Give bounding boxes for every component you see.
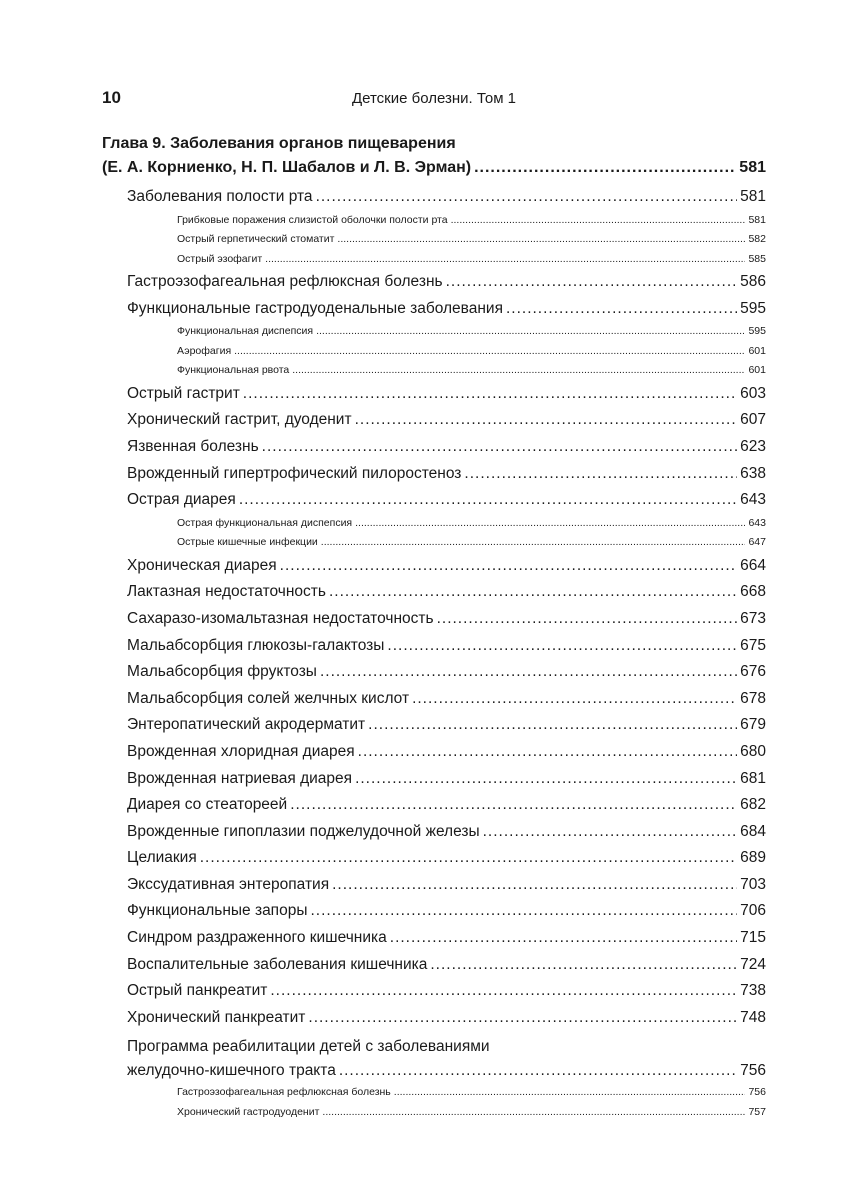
chapter-heading: [102, 132, 766, 180]
toc-section[interactable]: [102, 925, 766, 952]
rehab-page: 756: [740, 1062, 766, 1080]
dot-leader: [262, 434, 737, 461]
dot-leader: [412, 686, 737, 713]
dot-leader: [358, 739, 737, 766]
dot-leader: [368, 712, 737, 739]
dot-leader: [387, 633, 737, 660]
toc-entry-title: Лактазная недостаточность: [127, 583, 326, 601]
toc-section[interactable]: [102, 296, 766, 323]
toc-section[interactable]: [102, 739, 766, 766]
toc-entry-title: Воспалительные заболевания кишечника: [127, 955, 428, 973]
toc-section[interactable]: [102, 269, 766, 296]
chapter-authors-row: [102, 156, 766, 180]
rehab-title-row: [127, 1059, 766, 1083]
toc-subsection[interactable]: [102, 250, 766, 270]
toc-section[interactable]: [102, 407, 766, 434]
dot-leader: [322, 1103, 745, 1123]
dot-leader: [437, 606, 738, 633]
dot-leader: [292, 361, 745, 381]
dot-leader: [239, 487, 737, 514]
toc-section[interactable]: [102, 659, 766, 686]
toc-entry-title: Грибковые поражения слизистой оболочки полости рта: [177, 213, 448, 226]
dot-leader: [320, 659, 737, 686]
dot-leader: [430, 952, 737, 979]
page-number: 10: [102, 88, 121, 107]
toc-entry-title: Функциональная рвота: [177, 364, 290, 377]
toc-entry-title: Гастроэзофагеальная рефлюксная болезнь: [127, 273, 443, 291]
chapter-page: 581: [739, 159, 766, 176]
toc-entry-page: 668: [740, 583, 766, 601]
dot-leader: [464, 461, 737, 488]
toc-entry-page: 595: [740, 299, 766, 317]
toc-entry-page: 703: [740, 875, 766, 893]
toc-entry-page: 724: [740, 955, 766, 973]
toc-entry-page: 675: [740, 636, 766, 654]
toc-entry-title: Острый гастрит: [127, 384, 240, 402]
dot-leader: [316, 322, 745, 342]
toc-entry-title: Врожденный гипертрофический пилоростеноз: [127, 464, 462, 482]
toc-entry-title: Хроническая диарея: [127, 556, 277, 574]
toc-section[interactable]: [102, 553, 766, 580]
toc-entry-page: 643: [740, 491, 766, 509]
toc-subsection[interactable]: [102, 514, 766, 534]
toc-entry-title: Аэрофагия: [177, 344, 232, 357]
toc-entry-page: 738: [740, 982, 766, 1000]
dot-leader: [446, 269, 738, 296]
toc-section[interactable]: [102, 898, 766, 925]
toc-entry-page: 607: [740, 411, 766, 429]
rehab-title-line1: Программа реабилитации детей с заболеваниями: [127, 1038, 490, 1056]
toc-entry-title: Гастроэзофагеальная рефлюксная болезнь: [177, 1086, 391, 1099]
toc-section[interactable]: [102, 872, 766, 899]
toc-entry-title: Функциональные гастродуоденальные заболевания: [127, 299, 503, 317]
toc-section[interactable]: [102, 819, 766, 846]
toc-subsection[interactable]: [102, 1103, 766, 1123]
toc-entry-page: 582: [748, 233, 766, 246]
table-of-contents: [102, 132, 766, 1122]
toc-section[interactable]: [102, 686, 766, 713]
dot-leader: [243, 381, 737, 408]
toc-section[interactable]: [102, 606, 766, 633]
toc-entry-title: Хронический гастродуоденит: [177, 1105, 320, 1118]
toc-subsection[interactable]: [102, 533, 766, 553]
toc-section[interactable]: [102, 461, 766, 488]
toc-entry-page: 715: [740, 929, 766, 947]
toc-entry-page: 678: [740, 689, 766, 707]
toc-entry-title: Острый панкреатит: [127, 982, 268, 1000]
toc-entry-title: Мальабсорбция солей желчных кислот: [127, 689, 410, 707]
dot-leader: [332, 872, 737, 899]
dot-leader: [265, 250, 745, 270]
toc-subsection[interactable]: [102, 1083, 766, 1103]
toc-section[interactable]: [102, 184, 766, 211]
toc-entry-page: 581: [748, 213, 766, 226]
toc-section[interactable]: [102, 381, 766, 408]
toc-entry-page: 585: [748, 252, 766, 265]
toc-entry-page: 748: [740, 1008, 766, 1026]
toc-entry-page: 586: [740, 273, 766, 291]
toc-entry-title: Функциональные запоры: [127, 902, 308, 920]
dot-leader: [337, 230, 745, 250]
toc-entry-page: 664: [740, 556, 766, 574]
dot-leader: [234, 342, 745, 362]
toc-entry-page: 647: [748, 536, 766, 549]
toc-entry-title: Мальабсорбция фруктозы: [127, 663, 317, 681]
toc-entry-title: Хронический панкреатит: [127, 1008, 306, 1026]
toc-section[interactable]: [102, 952, 766, 979]
toc-section[interactable]: [102, 487, 766, 514]
toc-entry-title: Экссудативная энтеропатия: [127, 875, 330, 893]
dot-leader: [321, 533, 746, 553]
toc-entry-page: 676: [740, 663, 766, 681]
chapter-authors: (Е. А. Корниенко, Н. П. Шабалов и Л. В. Эрман): [102, 159, 472, 176]
dot-leader: [451, 211, 746, 231]
toc-section[interactable]: [102, 1005, 766, 1032]
toc-entry-page: 706: [740, 902, 766, 920]
toc-entry-page: 581: [740, 188, 766, 205]
toc-section[interactable]: [102, 633, 766, 660]
toc-entry-page: 680: [740, 742, 766, 760]
dot-leader: [506, 296, 737, 323]
rehab-entry: [102, 1035, 766, 1083]
toc-section[interactable]: [102, 434, 766, 461]
toc-entry-title: Острый эзофагит: [177, 252, 263, 265]
dot-leader: [394, 1083, 746, 1103]
toc-section[interactable]: [102, 978, 766, 1005]
dot-leader: [308, 1005, 737, 1032]
dot-leader: [339, 1059, 737, 1083]
toc-subsection[interactable]: [102, 322, 766, 342]
toc-entry-title: Целиакия: [127, 849, 197, 867]
toc-section[interactable]: [102, 712, 766, 739]
dot-leader: [270, 978, 737, 1005]
toc-entry-title: Мальабсорбция глюкозы-галактозы: [127, 636, 385, 654]
toc-entry-title: Острые кишечные инфекции: [177, 536, 318, 549]
running-title: Детские болезни. Том 1: [351, 90, 517, 107]
toc-entry-page: 595: [748, 325, 766, 338]
toc-entry-page: 643: [748, 516, 766, 529]
toc-entry-title: Острая диарея: [127, 491, 236, 509]
toc-section[interactable]: [102, 766, 766, 793]
dot-leader: [474, 156, 736, 180]
toc-entry-page: 684: [740, 822, 766, 840]
toc-subsection[interactable]: [102, 361, 766, 381]
toc-entry-title: Диарея со стеатореей: [127, 796, 288, 814]
toc-entry-page: 603: [740, 384, 766, 402]
dot-leader: [355, 514, 745, 534]
dot-leader: [316, 184, 738, 211]
toc-subsection[interactable]: [102, 342, 766, 362]
toc-entry-title: Энтеропатический акродерматит: [127, 716, 366, 734]
toc-entry-page: 673: [740, 609, 766, 627]
dot-leader: [280, 553, 737, 580]
dot-leader: [355, 407, 738, 434]
toc-entry-page: 601: [748, 344, 766, 357]
toc-entry-page: 689: [740, 849, 766, 867]
dot-leader: [355, 766, 737, 793]
toc-entries: [102, 184, 766, 1031]
dot-leader: [310, 898, 737, 925]
toc-entry-page: 682: [740, 796, 766, 814]
toc-entry-page: 681: [740, 769, 766, 787]
toc-entry-page: 601: [748, 364, 766, 377]
toc-entry-title: Заболевания полости рта: [127, 188, 313, 205]
toc-entry-page: 638: [740, 464, 766, 482]
toc-entry-title: Сахаразо-изомальтазная недостаточность: [127, 609, 434, 627]
page-header: [102, 88, 766, 112]
toc-entry-page: 623: [740, 437, 766, 455]
toc-entry-page: 756: [748, 1086, 766, 1099]
toc-entry-title: Врожденная натриевая диарея: [127, 769, 353, 787]
toc-entry-title: Синдром раздраженного кишечника: [127, 929, 387, 947]
toc-subsection[interactable]: [102, 211, 766, 231]
rehab-subentries: [102, 1083, 766, 1122]
toc-section[interactable]: [102, 845, 766, 872]
toc-entry-title: Хронический гастрит, дуоденит: [127, 411, 352, 429]
toc-section[interactable]: [102, 579, 766, 606]
dot-leader: [200, 845, 737, 872]
toc-section[interactable]: [102, 792, 766, 819]
toc-entry-page: 679: [740, 716, 766, 734]
toc-entry-title: Острый герпетический стоматит: [177, 233, 335, 246]
toc-entry-title: Язвенная болезнь: [127, 437, 259, 455]
rehab-title-line2: желудочно-кишечного тракта: [127, 1062, 336, 1080]
toc-entry-title: Врожденная хлоридная диарея: [127, 742, 355, 760]
dot-leader: [329, 579, 737, 606]
dot-leader: [483, 819, 738, 846]
dot-leader: [390, 925, 737, 952]
toc-entry-title: Острая функциональная диспепсия: [177, 516, 353, 529]
chapter-title: Глава 9. Заболевания органов пищеварения: [102, 135, 456, 152]
dot-leader: [290, 792, 737, 819]
toc-entry-title: Врожденные гипоплазии поджелудочной железы: [127, 822, 480, 840]
toc-entry-title: Функциональная диспепсия: [177, 325, 314, 338]
toc-subsection[interactable]: [102, 230, 766, 250]
toc-entry-page: 757: [748, 1105, 766, 1118]
